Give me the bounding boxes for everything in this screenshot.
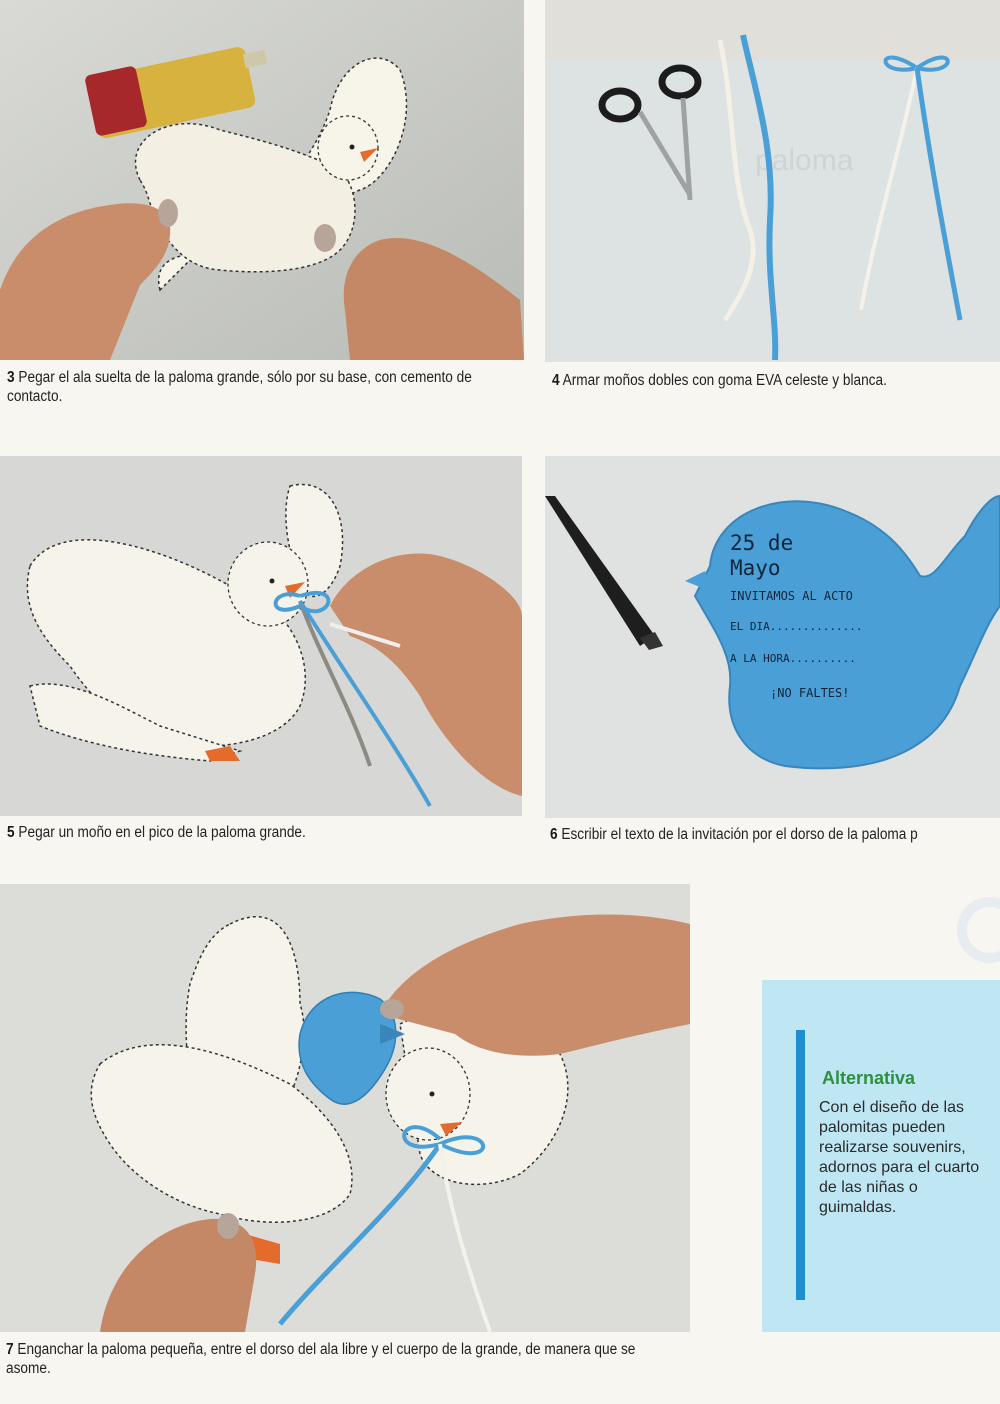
step-4-caption bbox=[552, 371, 966, 390]
alternativa-box bbox=[762, 980, 1000, 1332]
invitation-line: A LA HORA.......... bbox=[730, 652, 856, 665]
accent-bar bbox=[796, 1030, 805, 1300]
step-number: 4 bbox=[552, 372, 560, 389]
step-6-caption bbox=[550, 825, 1000, 844]
alternativa-text: Con el diseño de las palomitas pueden realizarse souvenirs, adornos para el cuarto de las niñas o guimaldas. bbox=[819, 1099, 980, 1216]
alternativa-title: Alternativa bbox=[822, 1068, 916, 1088]
step-6-photo bbox=[545, 456, 1000, 818]
invitation-line: Mayo bbox=[730, 556, 781, 580]
step-number: 6 bbox=[550, 826, 558, 843]
svg-text:paloma: paloma bbox=[755, 144, 854, 177]
step-text: Pegar el ala suelta de la paloma grande, sólo por su base, con cemento de contacto. bbox=[7, 369, 472, 405]
invitation-text bbox=[730, 531, 960, 711]
step-text: Enganchar la paloma pequeña, entre el dorso del ala libre y el cuerpo de la grande, de manera que se asome. bbox=[6, 1341, 636, 1377]
step-4-photo bbox=[545, 0, 1000, 362]
step-7-photo bbox=[0, 884, 690, 1332]
step-number: 3 bbox=[7, 369, 15, 386]
step-3-caption bbox=[7, 368, 517, 406]
step-number: 7 bbox=[6, 1341, 14, 1358]
decorative-swirl bbox=[940, 880, 1000, 980]
step-text: Escribir el texto de la invitación por el dorso de la paloma p bbox=[561, 826, 918, 843]
step-text: Armar moños dobles con goma EVA celeste y blanca. bbox=[562, 372, 887, 389]
step-3-photo bbox=[0, 0, 524, 360]
invitation-line: EL DIA.............. bbox=[730, 620, 863, 633]
step-text: Pegar un moño en el pico de la paloma grande. bbox=[18, 824, 306, 841]
step-number: 5 bbox=[7, 824, 15, 841]
step-5-caption bbox=[7, 823, 447, 842]
invitation-line: INVITAMOS AL ACTO bbox=[730, 589, 853, 603]
step-5-photo bbox=[0, 456, 522, 816]
step-7-caption bbox=[6, 1340, 684, 1378]
invitation-line: ¡NO FALTES! bbox=[770, 686, 850, 700]
invitation-line: 25 de bbox=[730, 531, 794, 555]
